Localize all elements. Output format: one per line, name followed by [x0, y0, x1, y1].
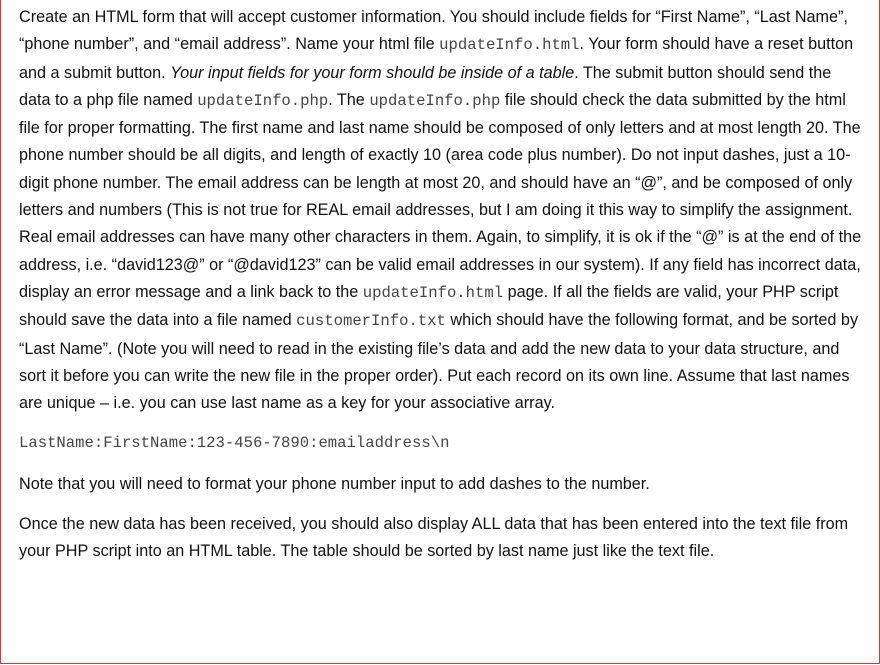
filename-code: updateInfo.html: [439, 36, 580, 55]
text-segment: which should have the following format, and be sorted by “Last Name”. (Note you will need to read in the existing file’s data and add the new data to your data structure, and sort it before you can write the new file in the proper order). Put each record on its own line. Assume that last names are unique – i.e. you can use last name as a key for your associative array.: [19, 311, 859, 413]
text-segment: . The submit button should send the data to a php file named: [19, 63, 832, 109]
record-format-line: LastName:FirstName:123-456-7890:emailaddress\n: [19, 434, 450, 453]
text-segment: file should check the data submitted by the html file for proper formatting. The first name and last name should be composed of only letters and at most length 20. The phone number should be all digits, and length of exactly 10 (area code plus number). Do not input dashes, just a 10-digit phone number. The email address can be length at most 20, and should have an “@”, and be composed of only letters and numbers (This is not true for REAL email addresses, but I am doing it this way to simplify the assignment. Real email addresses can have many other characters in them. Again, to simplify, it is ok if the “@” is at the end of the address, i.e. “david123@” or “@david123” can be valid email addresses in our system). If any field has incorrect data, display an error message and a link back to the: [19, 90, 862, 301]
emphasis-text: Your input fields for your form should be inside of a table: [170, 63, 575, 82]
filename-code: updateInfo.php: [197, 91, 329, 110]
assignment-text: [19, 4, 867, 565]
filename-code: updateInfo.html: [362, 283, 504, 302]
text-segment: . The: [328, 90, 370, 109]
display-table-paragraph: Once the new data has been received, you should also display ALL data that has been entered into the text file from your PHP script into an HTML table. The table should be sorted by last name just like the text file.: [19, 514, 849, 561]
phone-format-note: Note that you will need to format your phone number input to add dashes to the number.: [19, 475, 650, 494]
filename-code: customerInfo.txt: [296, 312, 446, 331]
filename-code: updateInfo.php: [369, 91, 501, 110]
text-segment: Create an HTML form that will accept customer information. You should include fields for “First Name”, “Last Name”, “phone number”, and “email address”. Name your html file: [19, 8, 848, 54]
instructions-paragraph: [19, 4, 867, 417]
text-segment: page. If all the fields are valid, your PHP script should save the data into a file named: [19, 282, 839, 330]
text-segment: . Your form should have a reset button and a submit button.: [19, 35, 854, 82]
